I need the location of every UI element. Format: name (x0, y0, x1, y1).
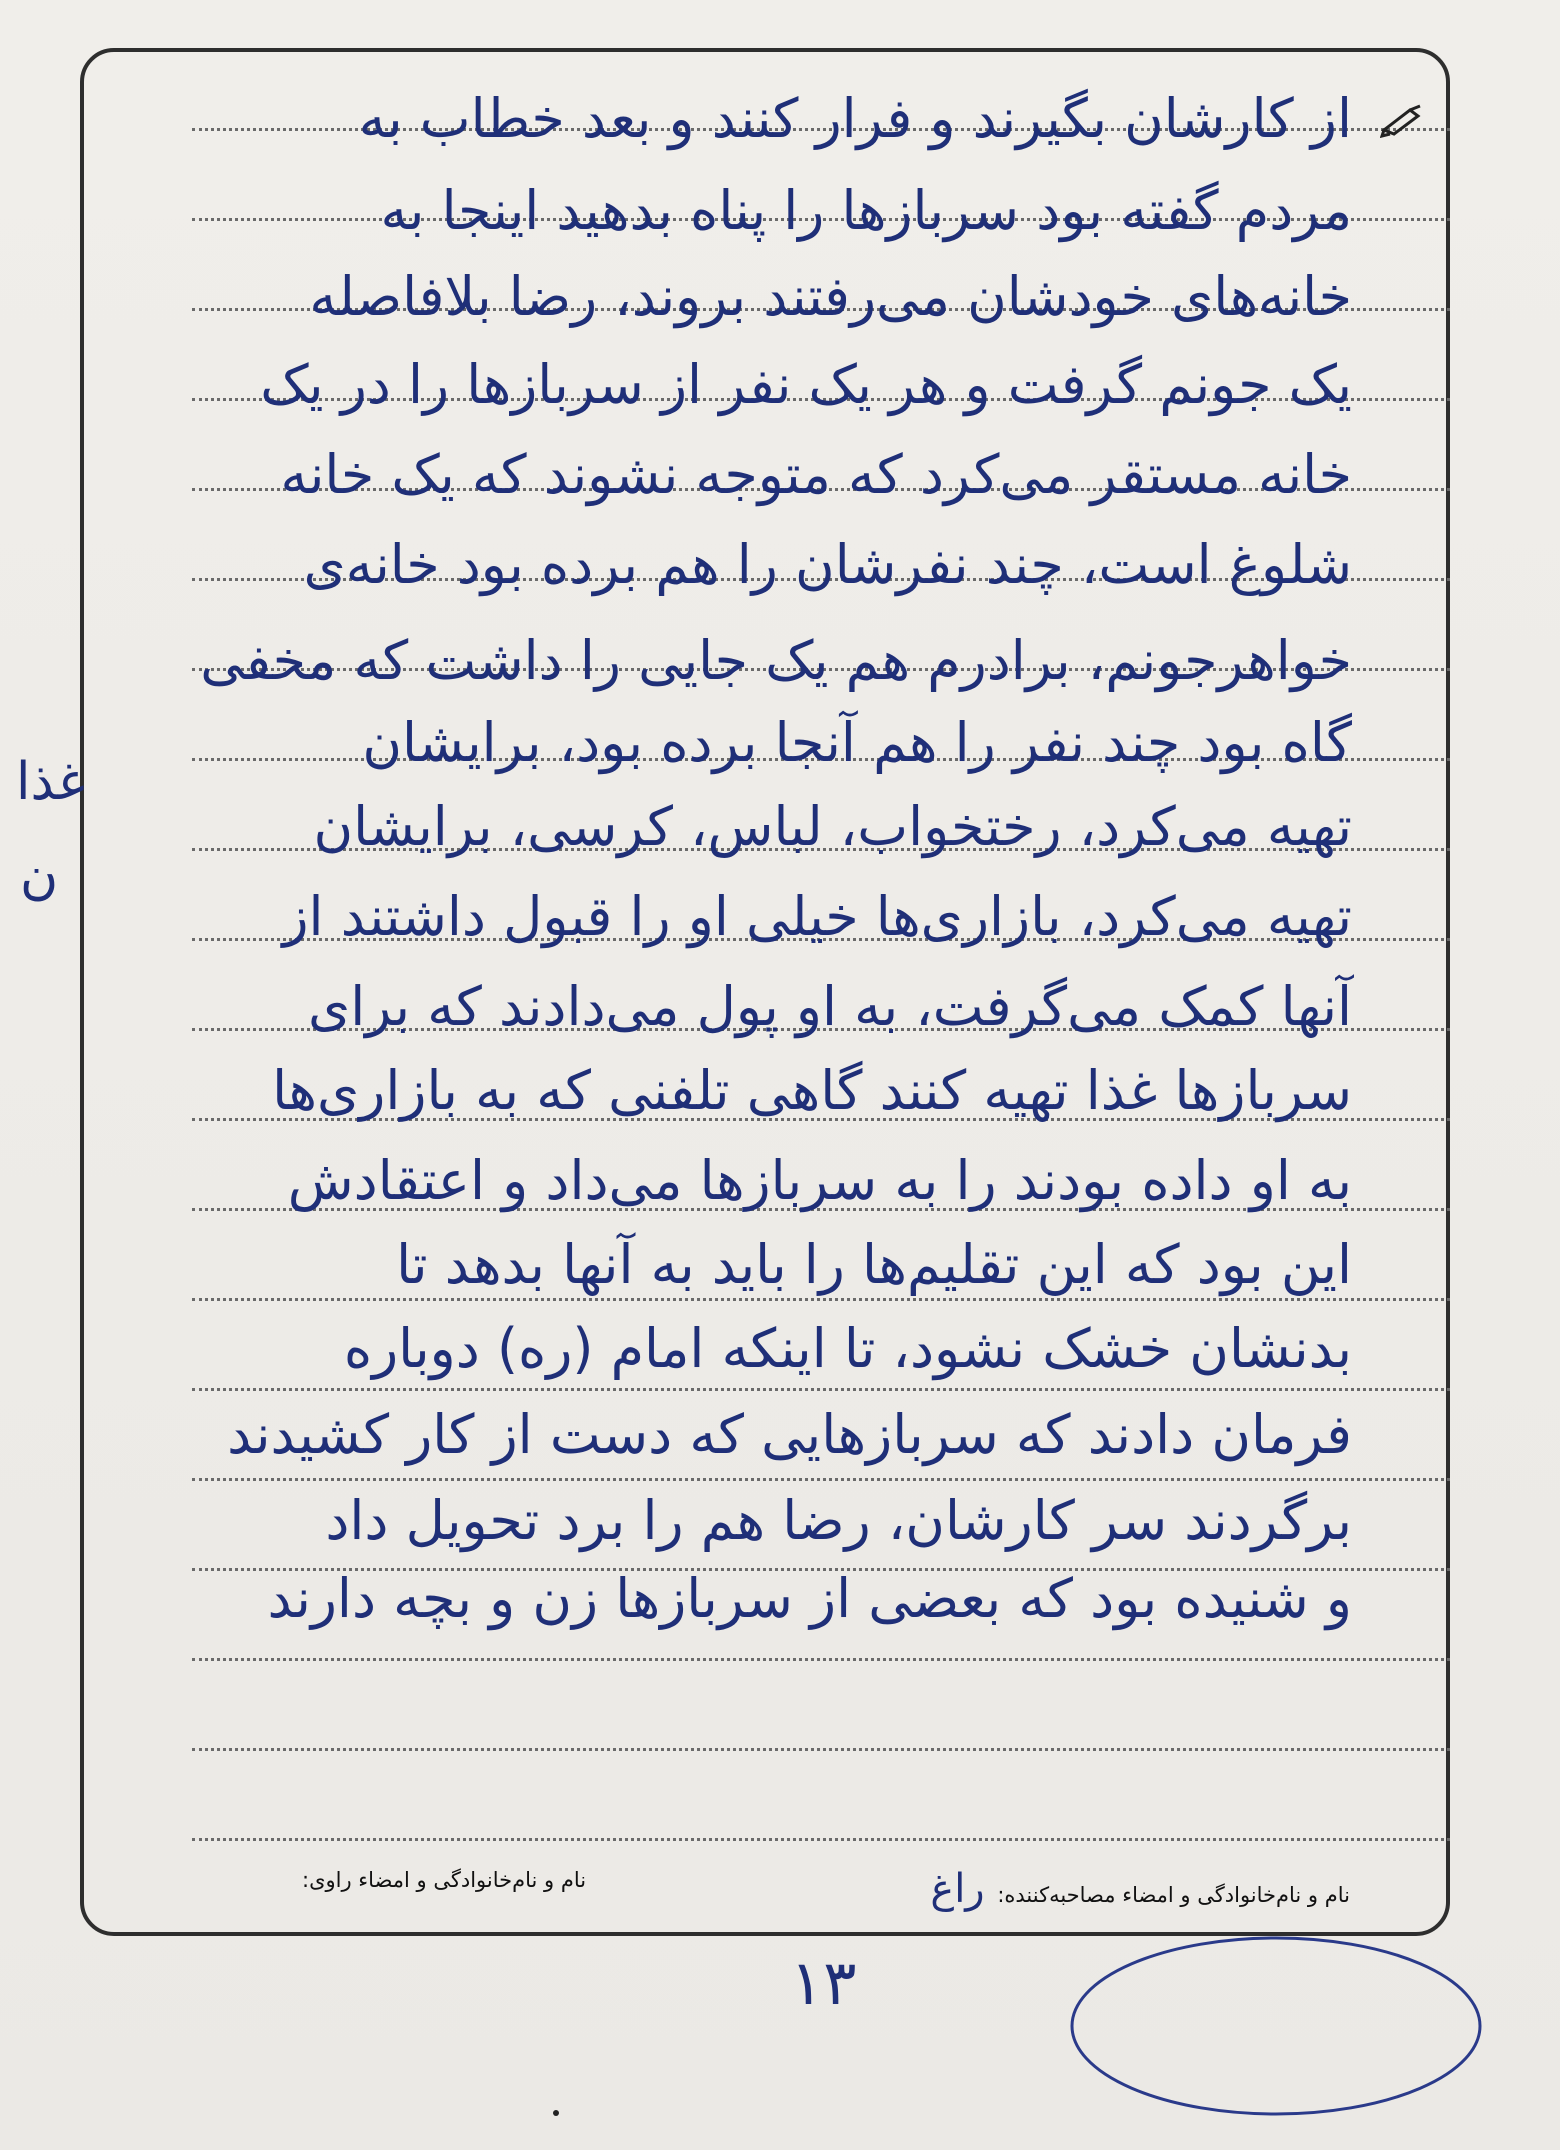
ruled-line (192, 1748, 1450, 1751)
handwritten-line: تهیه می‌کرد، رختخواب، لباس، کرسی، برایشان (313, 795, 1352, 858)
handwritten-line: تهیه می‌کرد، بازاری‌ها خیلی او را قبول داشتند از (282, 885, 1352, 948)
ruled-line (192, 1658, 1450, 1661)
handwritten-line: گاه بود چند نفر را هم آنجا برده بود، برایشان (362, 711, 1352, 774)
handwritten-line: آنها کمک می‌گرفت، به او پول می‌دادند که برای (307, 975, 1352, 1038)
handwritten-line: خواهرجونم، برادرم هم یک جایی را داشت که مخفی‌ (200, 629, 1352, 692)
ruled-line (192, 1838, 1450, 1841)
handwritten-line: بدنشان خشک نشود، تا اینکه امام (ره) دوباره (343, 1317, 1352, 1380)
interviewer-signature: راغ (930, 1866, 985, 1912)
handwritten-line: و شنیده بود که بعضی از سربازها زن و بچه دارند (267, 1567, 1352, 1630)
handwritten-line: خانه‌های خودشان می‌رفتند بروند، رضا بلافاصله (309, 265, 1352, 328)
handwritten-line: یک جونم گرفت و هر یک نفر از سربازها را در یک (260, 353, 1352, 416)
handwritten-line: شلوغ است، چند نفرشان را هم برده بود خانه‌ی (303, 533, 1352, 596)
handwritten-line: مردم گفته بود سربازها را پناه بدهید اینجا به (380, 179, 1352, 242)
page-number: ۱۳ (790, 1946, 857, 2019)
handwritten-line: فرمان دادند که سربازهایی که دست از کار کشیدند (227, 1403, 1352, 1466)
handwritten-line: این بود که این تقلیم‌ها را باید به آنها بدهد تا (396, 1233, 1352, 1296)
pen-hand-icon (1380, 104, 1424, 138)
ruled-line (192, 1388, 1450, 1391)
interviewer-label: نام و نام‌خانوادگی و امضاء مصاحبه‌کننده: (997, 1883, 1350, 1907)
narrator-signature-field (302, 1868, 586, 1892)
margin-note: غذا (16, 752, 85, 812)
ruled-line (192, 1298, 1450, 1301)
handwritten-line: برگردند سر کارشان، رضا هم را برد تحویل داد (325, 1489, 1352, 1552)
paper-speck (553, 2110, 559, 2116)
interviewer-signature-field (930, 1866, 1350, 1912)
handwritten-line: سربازها غذا تهیه کنند گاهی تلفنی که به بازاری‌ها (272, 1059, 1352, 1122)
handwritten-line: خانه مستقر می‌کرد که متوجه نشوند که یک خانه (280, 443, 1352, 506)
margin-note: ن (20, 846, 59, 906)
narrator-label: نام و نام‌خانوادگی و امضاء راوی: (302, 1868, 587, 1892)
handwritten-line: از کارشان بگیرند و فرار کنند و بعد خطاب به (358, 87, 1352, 150)
handwritten-line: به او داده بودند را به سربازها می‌داد و اعتقادش (287, 1149, 1352, 1212)
signature-oval (1064, 1928, 1488, 2124)
ruled-line (192, 1478, 1450, 1481)
